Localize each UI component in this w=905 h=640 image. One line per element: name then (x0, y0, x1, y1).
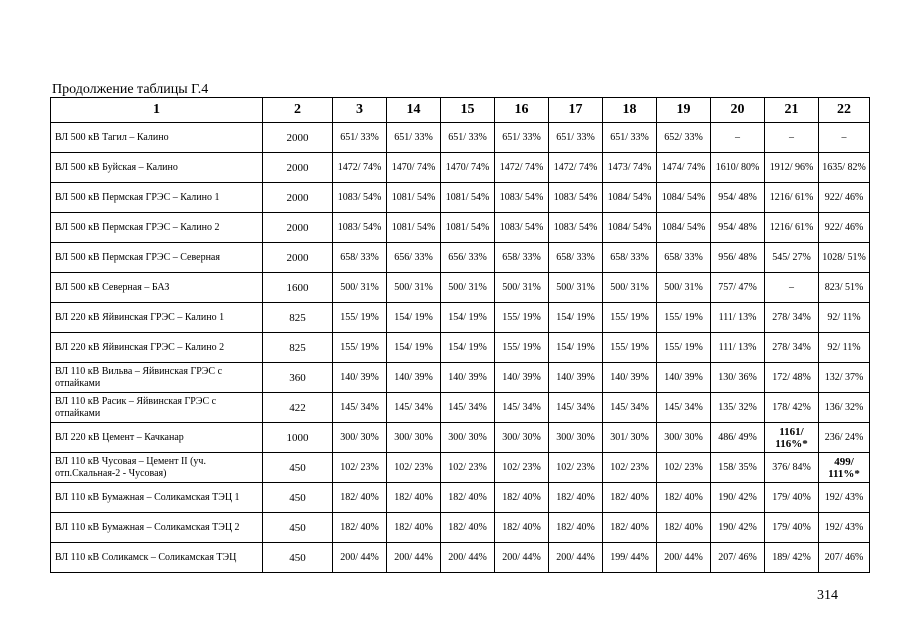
load-value-cell: 376/ 84% (765, 453, 819, 483)
column-header: 16 (495, 98, 549, 123)
table-row (51, 423, 870, 453)
load-value-cell: 207/ 46% (819, 543, 870, 573)
load-value-cell: 154/ 19% (441, 303, 495, 333)
load-value-cell: 656/ 33% (387, 243, 441, 273)
line-name-cell: ВЛ 500 кВ Буйская – Калино (51, 153, 263, 183)
load-value-cell: 140/ 39% (549, 363, 603, 393)
load-table (50, 97, 870, 573)
load-value-cell: 182/ 40% (333, 513, 387, 543)
load-value-cell: – (765, 123, 819, 153)
page-number: 314 (817, 588, 838, 603)
allowable-current-cell: 1600 (263, 273, 333, 303)
load-value-cell: 140/ 39% (387, 363, 441, 393)
table-row (51, 483, 870, 513)
load-value-cell: 102/ 23% (603, 453, 657, 483)
load-value-cell: 1470/ 74% (387, 153, 441, 183)
load-value-cell: 658/ 33% (333, 243, 387, 273)
column-header: 18 (603, 98, 657, 123)
load-value-cell: 500/ 31% (441, 273, 495, 303)
load-value-cell: 179/ 40% (765, 513, 819, 543)
load-value-cell: 178/ 42% (765, 393, 819, 423)
load-value-cell: 1083/ 54% (495, 213, 549, 243)
table-body (51, 123, 870, 573)
load-value-cell: 1083/ 54% (495, 183, 549, 213)
line-name-cell: ВЛ 500 кВ Пермская ГРЭС – Калино 1 (51, 183, 263, 213)
line-name-cell: ВЛ 110 кВ Бумажная – Соликамская ТЭЦ 1 (51, 483, 263, 513)
load-value-cell: 1084/ 54% (603, 213, 657, 243)
load-value-cell: 145/ 34% (603, 393, 657, 423)
load-value-cell: 155/ 19% (495, 333, 549, 363)
load-value-cell: 1610/ 80% (711, 153, 765, 183)
load-value-cell: 102/ 23% (441, 453, 495, 483)
load-value-cell: 182/ 40% (387, 513, 441, 543)
load-value-cell: 200/ 44% (495, 543, 549, 573)
load-value-cell: 135/ 32% (711, 393, 765, 423)
load-value-cell: 499/ 111%* (819, 453, 870, 483)
load-value-cell: 1081/ 54% (441, 183, 495, 213)
load-value-cell: 1083/ 54% (333, 213, 387, 243)
line-name-cell: ВЛ 500 кВ Северная – БАЗ (51, 273, 263, 303)
load-value-cell: 200/ 44% (333, 543, 387, 573)
load-value-cell: 132/ 37% (819, 363, 870, 393)
load-value-cell: 200/ 44% (549, 543, 603, 573)
load-value-cell: 652/ 33% (657, 123, 711, 153)
load-value-cell: 651/ 33% (495, 123, 549, 153)
load-value-cell: 500/ 31% (603, 273, 657, 303)
load-value-cell: 182/ 40% (549, 513, 603, 543)
load-value-cell: 207/ 46% (711, 543, 765, 573)
load-value-cell: 1912/ 96% (765, 153, 819, 183)
table-row (51, 303, 870, 333)
load-value-cell: 145/ 34% (441, 393, 495, 423)
load-value-cell: 200/ 44% (387, 543, 441, 573)
load-value-cell: 545/ 27% (765, 243, 819, 273)
load-value-cell: 651/ 33% (441, 123, 495, 153)
load-value-cell: 1161/ 116%* (765, 423, 819, 453)
load-value-cell: 300/ 30% (657, 423, 711, 453)
load-value-cell: 182/ 40% (549, 483, 603, 513)
load-value-cell: 155/ 19% (603, 333, 657, 363)
load-value-cell: 200/ 44% (441, 543, 495, 573)
load-value-cell: 651/ 33% (549, 123, 603, 153)
load-value-cell: 145/ 34% (333, 393, 387, 423)
allowable-current-cell: 2000 (263, 213, 333, 243)
load-value-cell: 154/ 19% (549, 303, 603, 333)
load-value-cell: 192/ 43% (819, 483, 870, 513)
line-name-cell: ВЛ 110 кВ Бумажная – Соликамская ТЭЦ 2 (51, 513, 263, 543)
load-value-cell: 190/ 42% (711, 513, 765, 543)
allowable-current-cell: 450 (263, 543, 333, 573)
column-header: 22 (819, 98, 870, 123)
load-value-cell: 658/ 33% (603, 243, 657, 273)
load-value-cell: 155/ 19% (333, 333, 387, 363)
line-name-cell: ВЛ 500 кВ Тагил – Калино (51, 123, 263, 153)
load-value-cell: 1472/ 74% (495, 153, 549, 183)
load-value-cell: 145/ 34% (495, 393, 549, 423)
line-name-cell: ВЛ 110 кВ Чусовая – Цемент II (уч. отп.Скальная-2 - Чусовая) (51, 453, 263, 483)
line-name-cell: ВЛ 110 кВ Расик – Яйвинская ГРЭС с отпайками (51, 393, 263, 423)
load-value-cell: 155/ 19% (657, 303, 711, 333)
load-value-cell: 1084/ 54% (657, 183, 711, 213)
load-value-cell: 182/ 40% (441, 513, 495, 543)
load-value-cell: 922/ 46% (819, 213, 870, 243)
load-value-cell: 500/ 31% (657, 273, 711, 303)
load-value-cell: 192/ 43% (819, 513, 870, 543)
load-value-cell: 140/ 39% (603, 363, 657, 393)
load-value-cell: 182/ 40% (495, 513, 549, 543)
table-row (51, 273, 870, 303)
load-value-cell: 111/ 13% (711, 303, 765, 333)
load-value-cell: 182/ 40% (657, 513, 711, 543)
table-row (51, 123, 870, 153)
load-value-cell: 300/ 30% (495, 423, 549, 453)
load-value-cell: 1216/ 61% (765, 213, 819, 243)
allowable-current-cell: 2000 (263, 183, 333, 213)
load-value-cell: 140/ 39% (441, 363, 495, 393)
load-value-cell: 1083/ 54% (549, 183, 603, 213)
column-header: 1 (51, 98, 263, 123)
table-caption: Продолжение таблицы Г.4 (52, 82, 209, 97)
load-value-cell: 300/ 30% (387, 423, 441, 453)
column-header: 20 (711, 98, 765, 123)
load-value-cell: 1083/ 54% (333, 183, 387, 213)
column-header: 15 (441, 98, 495, 123)
load-value-cell: 140/ 39% (495, 363, 549, 393)
load-value-cell: 500/ 31% (387, 273, 441, 303)
load-value-cell: 154/ 19% (387, 303, 441, 333)
allowable-current-cell: 450 (263, 513, 333, 543)
load-value-cell: 179/ 40% (765, 483, 819, 513)
allowable-current-cell: 450 (263, 453, 333, 483)
load-value-cell: 1081/ 54% (387, 213, 441, 243)
line-name-cell: ВЛ 220 кВ Яйвинская ГРЭС – Калино 2 (51, 333, 263, 363)
load-value-cell: 182/ 40% (603, 513, 657, 543)
load-value-cell: 300/ 30% (333, 423, 387, 453)
load-value-cell: 278/ 34% (765, 303, 819, 333)
load-value-cell: 954/ 48% (711, 183, 765, 213)
load-value-cell: 154/ 19% (387, 333, 441, 363)
load-value-cell: 658/ 33% (657, 243, 711, 273)
load-value-cell: 145/ 34% (387, 393, 441, 423)
table-row (51, 153, 870, 183)
load-value-cell: 136/ 32% (819, 393, 870, 423)
allowable-current-cell: 825 (263, 303, 333, 333)
table-row (51, 333, 870, 363)
load-value-cell: 500/ 31% (495, 273, 549, 303)
line-name-cell: ВЛ 220 кВ Яйвинская ГРЭС – Калино 1 (51, 303, 263, 333)
load-value-cell: 92/ 11% (819, 333, 870, 363)
load-value-cell: 651/ 33% (387, 123, 441, 153)
load-value-cell: 92/ 11% (819, 303, 870, 333)
load-value-cell: 1081/ 54% (387, 183, 441, 213)
table-row (51, 393, 870, 423)
allowable-current-cell: 1000 (263, 423, 333, 453)
load-value-cell: 823/ 51% (819, 273, 870, 303)
load-value-cell: 102/ 23% (657, 453, 711, 483)
table-row (51, 453, 870, 483)
load-value-cell: 300/ 30% (441, 423, 495, 453)
load-value-cell: 145/ 34% (549, 393, 603, 423)
load-value-cell: 154/ 19% (549, 333, 603, 363)
column-header: 19 (657, 98, 711, 123)
column-header: 21 (765, 98, 819, 123)
load-value-cell: 1083/ 54% (549, 213, 603, 243)
allowable-current-cell: 422 (263, 393, 333, 423)
load-value-cell: 301/ 30% (603, 423, 657, 453)
load-value-cell: 158/ 35% (711, 453, 765, 483)
load-value-cell: 190/ 42% (711, 483, 765, 513)
load-value-cell: 922/ 46% (819, 183, 870, 213)
line-name-cell: ВЛ 220 кВ Цемент – Качканар (51, 423, 263, 453)
line-name-cell: ВЛ 110 кВ Вильва – Яйвинская ГРЭС с отпайками (51, 363, 263, 393)
load-value-cell: 956/ 48% (711, 243, 765, 273)
line-name-cell: ВЛ 500 кВ Пермская ГРЭС – Калино 2 (51, 213, 263, 243)
column-header: 17 (549, 98, 603, 123)
load-value-cell: 155/ 19% (495, 303, 549, 333)
load-value-cell: 182/ 40% (657, 483, 711, 513)
load-value-cell: 200/ 44% (657, 543, 711, 573)
load-value-cell: 140/ 39% (333, 363, 387, 393)
load-value-cell: 656/ 33% (441, 243, 495, 273)
load-value-cell: 189/ 42% (765, 543, 819, 573)
allowable-current-cell: 2000 (263, 123, 333, 153)
load-value-cell: 154/ 19% (441, 333, 495, 363)
load-value-cell: 1028/ 51% (819, 243, 870, 273)
load-value-cell: 757/ 47% (711, 273, 765, 303)
load-value-cell: 278/ 34% (765, 333, 819, 363)
column-header: 14 (387, 98, 441, 123)
load-value-cell: 1084/ 54% (657, 213, 711, 243)
load-value-cell: 182/ 40% (333, 483, 387, 513)
allowable-current-cell: 450 (263, 483, 333, 513)
load-value-cell: 658/ 33% (549, 243, 603, 273)
load-value-cell: 1216/ 61% (765, 183, 819, 213)
load-value-cell: 1473/ 74% (603, 153, 657, 183)
load-value-cell: 102/ 23% (495, 453, 549, 483)
load-value-cell: 1472/ 74% (333, 153, 387, 183)
load-value-cell: 1474/ 74% (657, 153, 711, 183)
load-value-cell: 182/ 40% (495, 483, 549, 513)
load-value-cell: 145/ 34% (657, 393, 711, 423)
allowable-current-cell: 360 (263, 363, 333, 393)
allowable-current-cell: 825 (263, 333, 333, 363)
load-value-cell: 236/ 24% (819, 423, 870, 453)
table-row (51, 363, 870, 393)
load-value-cell: 155/ 19% (603, 303, 657, 333)
load-value-cell: 182/ 40% (387, 483, 441, 513)
table-row (51, 543, 870, 573)
line-name-cell: ВЛ 110 кВ Соликамск – Соликамская ТЭЦ (51, 543, 263, 573)
table-header-row (51, 98, 870, 123)
load-value-cell: 102/ 23% (387, 453, 441, 483)
load-value-cell: 486/ 49% (711, 423, 765, 453)
load-value-cell: 172/ 48% (765, 363, 819, 393)
load-value-cell: 155/ 19% (333, 303, 387, 333)
load-value-cell: 954/ 48% (711, 213, 765, 243)
load-value-cell: 155/ 19% (657, 333, 711, 363)
table-row (51, 513, 870, 543)
load-value-cell: 500/ 31% (333, 273, 387, 303)
column-header: 3 (333, 98, 387, 123)
load-value-cell: 1472/ 74% (549, 153, 603, 183)
load-value-cell: 1470/ 74% (441, 153, 495, 183)
load-value-cell: 300/ 30% (549, 423, 603, 453)
load-value-cell: 140/ 39% (657, 363, 711, 393)
column-header: 2 (263, 98, 333, 123)
load-value-cell: – (765, 273, 819, 303)
table-row (51, 213, 870, 243)
load-value-cell: 1081/ 54% (441, 213, 495, 243)
load-value-cell: 102/ 23% (549, 453, 603, 483)
allowable-current-cell: 2000 (263, 153, 333, 183)
allowable-current-cell: 2000 (263, 243, 333, 273)
load-value-cell: 182/ 40% (603, 483, 657, 513)
load-value-cell: 130/ 36% (711, 363, 765, 393)
load-value-cell: 500/ 31% (549, 273, 603, 303)
table-row (51, 183, 870, 213)
load-value-cell: 651/ 33% (603, 123, 657, 153)
line-name-cell: ВЛ 500 кВ Пермская ГРЭС – Северная (51, 243, 263, 273)
load-value-cell: 182/ 40% (441, 483, 495, 513)
load-value-cell: 1635/ 82% (819, 153, 870, 183)
table-row (51, 243, 870, 273)
load-value-cell: 658/ 33% (495, 243, 549, 273)
load-value-cell: 199/ 44% (603, 543, 657, 573)
load-value-cell: 111/ 13% (711, 333, 765, 363)
load-value-cell: 651/ 33% (333, 123, 387, 153)
load-value-cell: – (819, 123, 870, 153)
load-value-cell: 1084/ 54% (603, 183, 657, 213)
load-value-cell: 102/ 23% (333, 453, 387, 483)
load-value-cell: – (711, 123, 765, 153)
